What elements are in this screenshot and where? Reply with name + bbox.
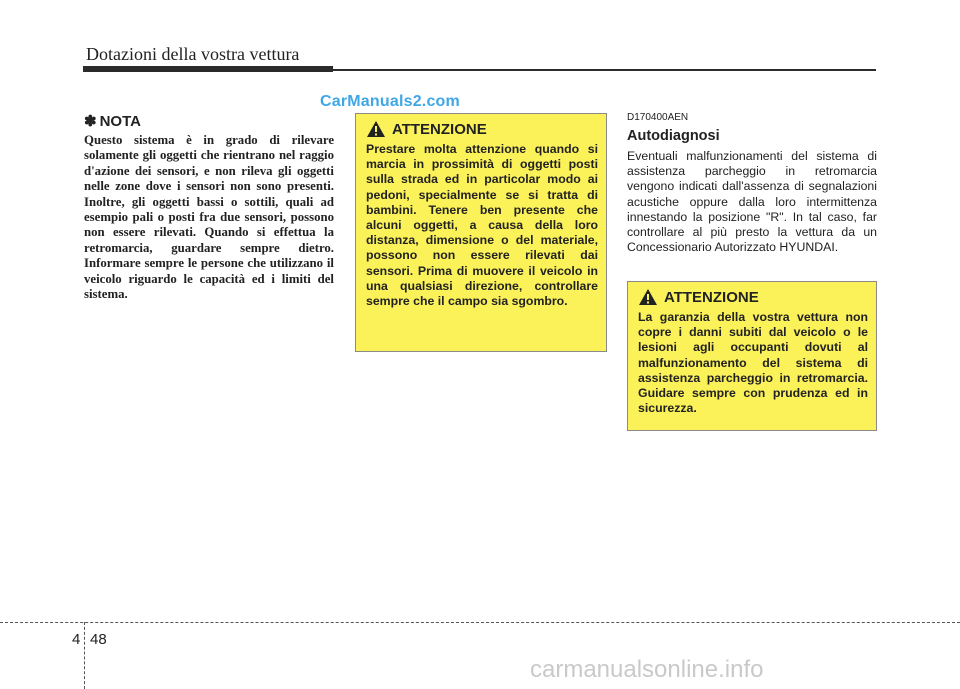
warning-triangle-icon xyxy=(366,120,386,138)
header-rule-thin xyxy=(333,69,876,71)
warning-box-1 xyxy=(355,113,607,352)
warning-title-2: ATTENZIONE xyxy=(664,288,759,306)
footer-divider xyxy=(84,622,85,689)
nota-star-icon: ✽ xyxy=(84,113,97,130)
page-number: 48 xyxy=(90,631,107,648)
header-title: Dotazioni della vostra vettura xyxy=(86,44,300,64)
footer-rule xyxy=(0,622,960,623)
nota-heading-label: NOTA xyxy=(99,113,141,130)
watermark-bottom[interactable]: carmanualsonline.info xyxy=(530,656,764,683)
autodiagnosi-column xyxy=(627,112,877,255)
warning-title-1: ATTENZIONE xyxy=(392,120,487,138)
nota-column xyxy=(84,112,334,302)
page-chapter: 4 xyxy=(72,631,81,648)
header-rule-thick xyxy=(83,66,333,72)
warning-header-1 xyxy=(366,120,598,138)
warning-box-2 xyxy=(627,281,877,431)
warning-text-2: La garanzia della vostra vettura non copre i danni subiti dal veicolo o le lesioni agli occupanti dovuti al malfunzionamento del sistema di assistenza parcheggio in retromarcia. Guidare sempre con prudenza ed in sicurezza. xyxy=(638,310,868,416)
watermark-top[interactable]: CarManuals2.com xyxy=(320,93,460,110)
section-code: D170400AEN xyxy=(627,112,689,123)
nota-heading xyxy=(84,112,334,130)
section-body: Eventuali malfunzionamenti del sistema di assistenza parcheggio in retromarcia vengono indicati dall'assenza di segnalazioni acustiche oppure dalla loro intermittenza innestando la posizione "R". In tal caso, far controllare al più presto la vettura da un Concessionario Autorizzato HYUNDAI. xyxy=(627,149,877,255)
warning-triangle-icon xyxy=(638,288,658,306)
nota-body: Questo sistema è in grado di rilevare solamente gli oggetti che rientrano nel raggio d'azione dei sensori, e non rileva gli oggetti nelle zone dove i sensori non sono presenti. Inoltre, gli oggetti bassi o sottili, quali ad esempio pali o posti fra due sensori, possono non essere rilevati. Quando si effettua la retromarcia, guardare sempre dietro. Informare sempre le persone che utilizzano il veicolo riguardo le capacità ed i limiti del sistema. xyxy=(84,133,334,302)
warning-header-2 xyxy=(638,288,868,306)
section-title: Autodiagnosi xyxy=(627,128,720,144)
warning-text-1: Prestare molta attenzione quando si marcia in prossimità di oggetti posti sulla strada ed in particolar modo ai pedoni, specialmente se si tratta di bambini. Tenere ben presente che alcuni oggetti, a causa della loro distanza, dimensione o del materiale, possono non essere rilevati dai sensori. Prima di muovere il veicolo in una qualsiasi direzione, controllare sempre che il campo sia sgombro. xyxy=(366,142,598,309)
